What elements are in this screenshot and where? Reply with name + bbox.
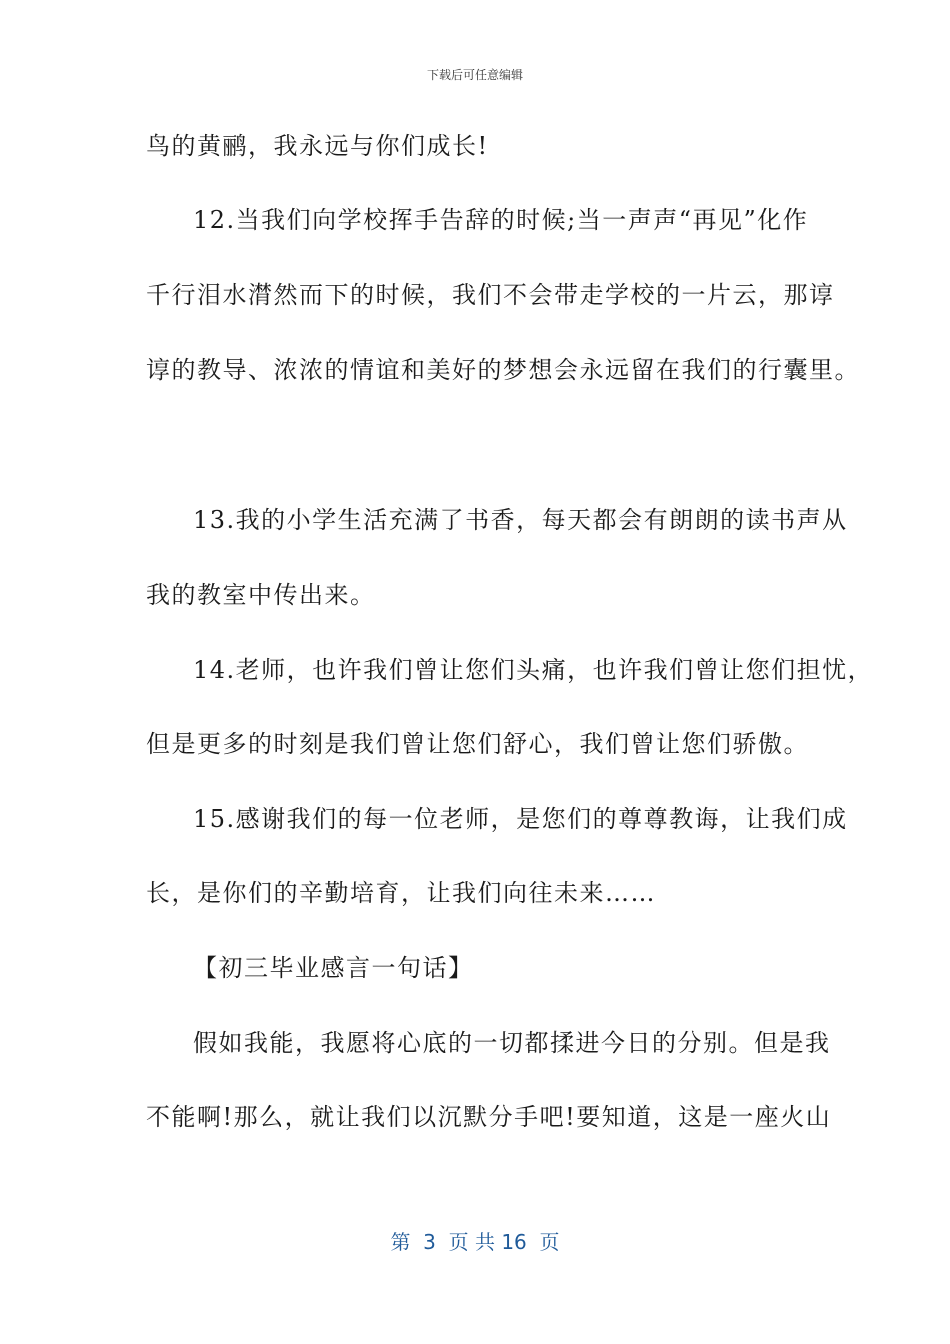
text-line: 15.感谢我们的每一位老师，是您们的尊尊教诲，让我们成 (193, 805, 848, 833)
text-line: 千行泪水潸然而下的时候，我们不会带走学校的一片云，那谆 (146, 281, 835, 309)
text-line: 假如我能，我愿将心底的一切都揉进今日的分别。但是我 (193, 1029, 831, 1057)
page-number-footer: 第 3 页 共 16 页 (390, 1230, 560, 1254)
text-line: 13.我的小学生活充满了书香，每天都会有朗朗的读书声从 (193, 506, 848, 534)
text-line: 谆的教导、浓浓的情谊和美好的梦想会永远留在我们的行囊里。 (146, 356, 860, 384)
text-line: 12.当我们向学校挥手告辞的时候;当一声声“再见”化作 (193, 206, 809, 234)
text-line: 我的教室中传出来。 (146, 581, 376, 609)
text-line: 长，是你们的辛勤培育，让我们向往未来…… (146, 879, 656, 907)
text-line: 鸟的黄鹂，我永远与你们成长! (146, 132, 489, 160)
text-line: 但是更多的时刻是我们曾让您们舒心，我们曾让您们骄傲。 (146, 730, 809, 758)
page-header-note: 下载后可任意编辑 (426, 68, 523, 82)
text-line: 不能啊!那么，就让我们以沉默分手吧!要知道，这是一座火山 (146, 1103, 832, 1131)
section-heading: 【初三毕业感言一句话】 (193, 954, 474, 982)
text-line: 14.老师，也许我们曾让您们头痛，也许我们曾让您们担忧， (193, 656, 874, 684)
